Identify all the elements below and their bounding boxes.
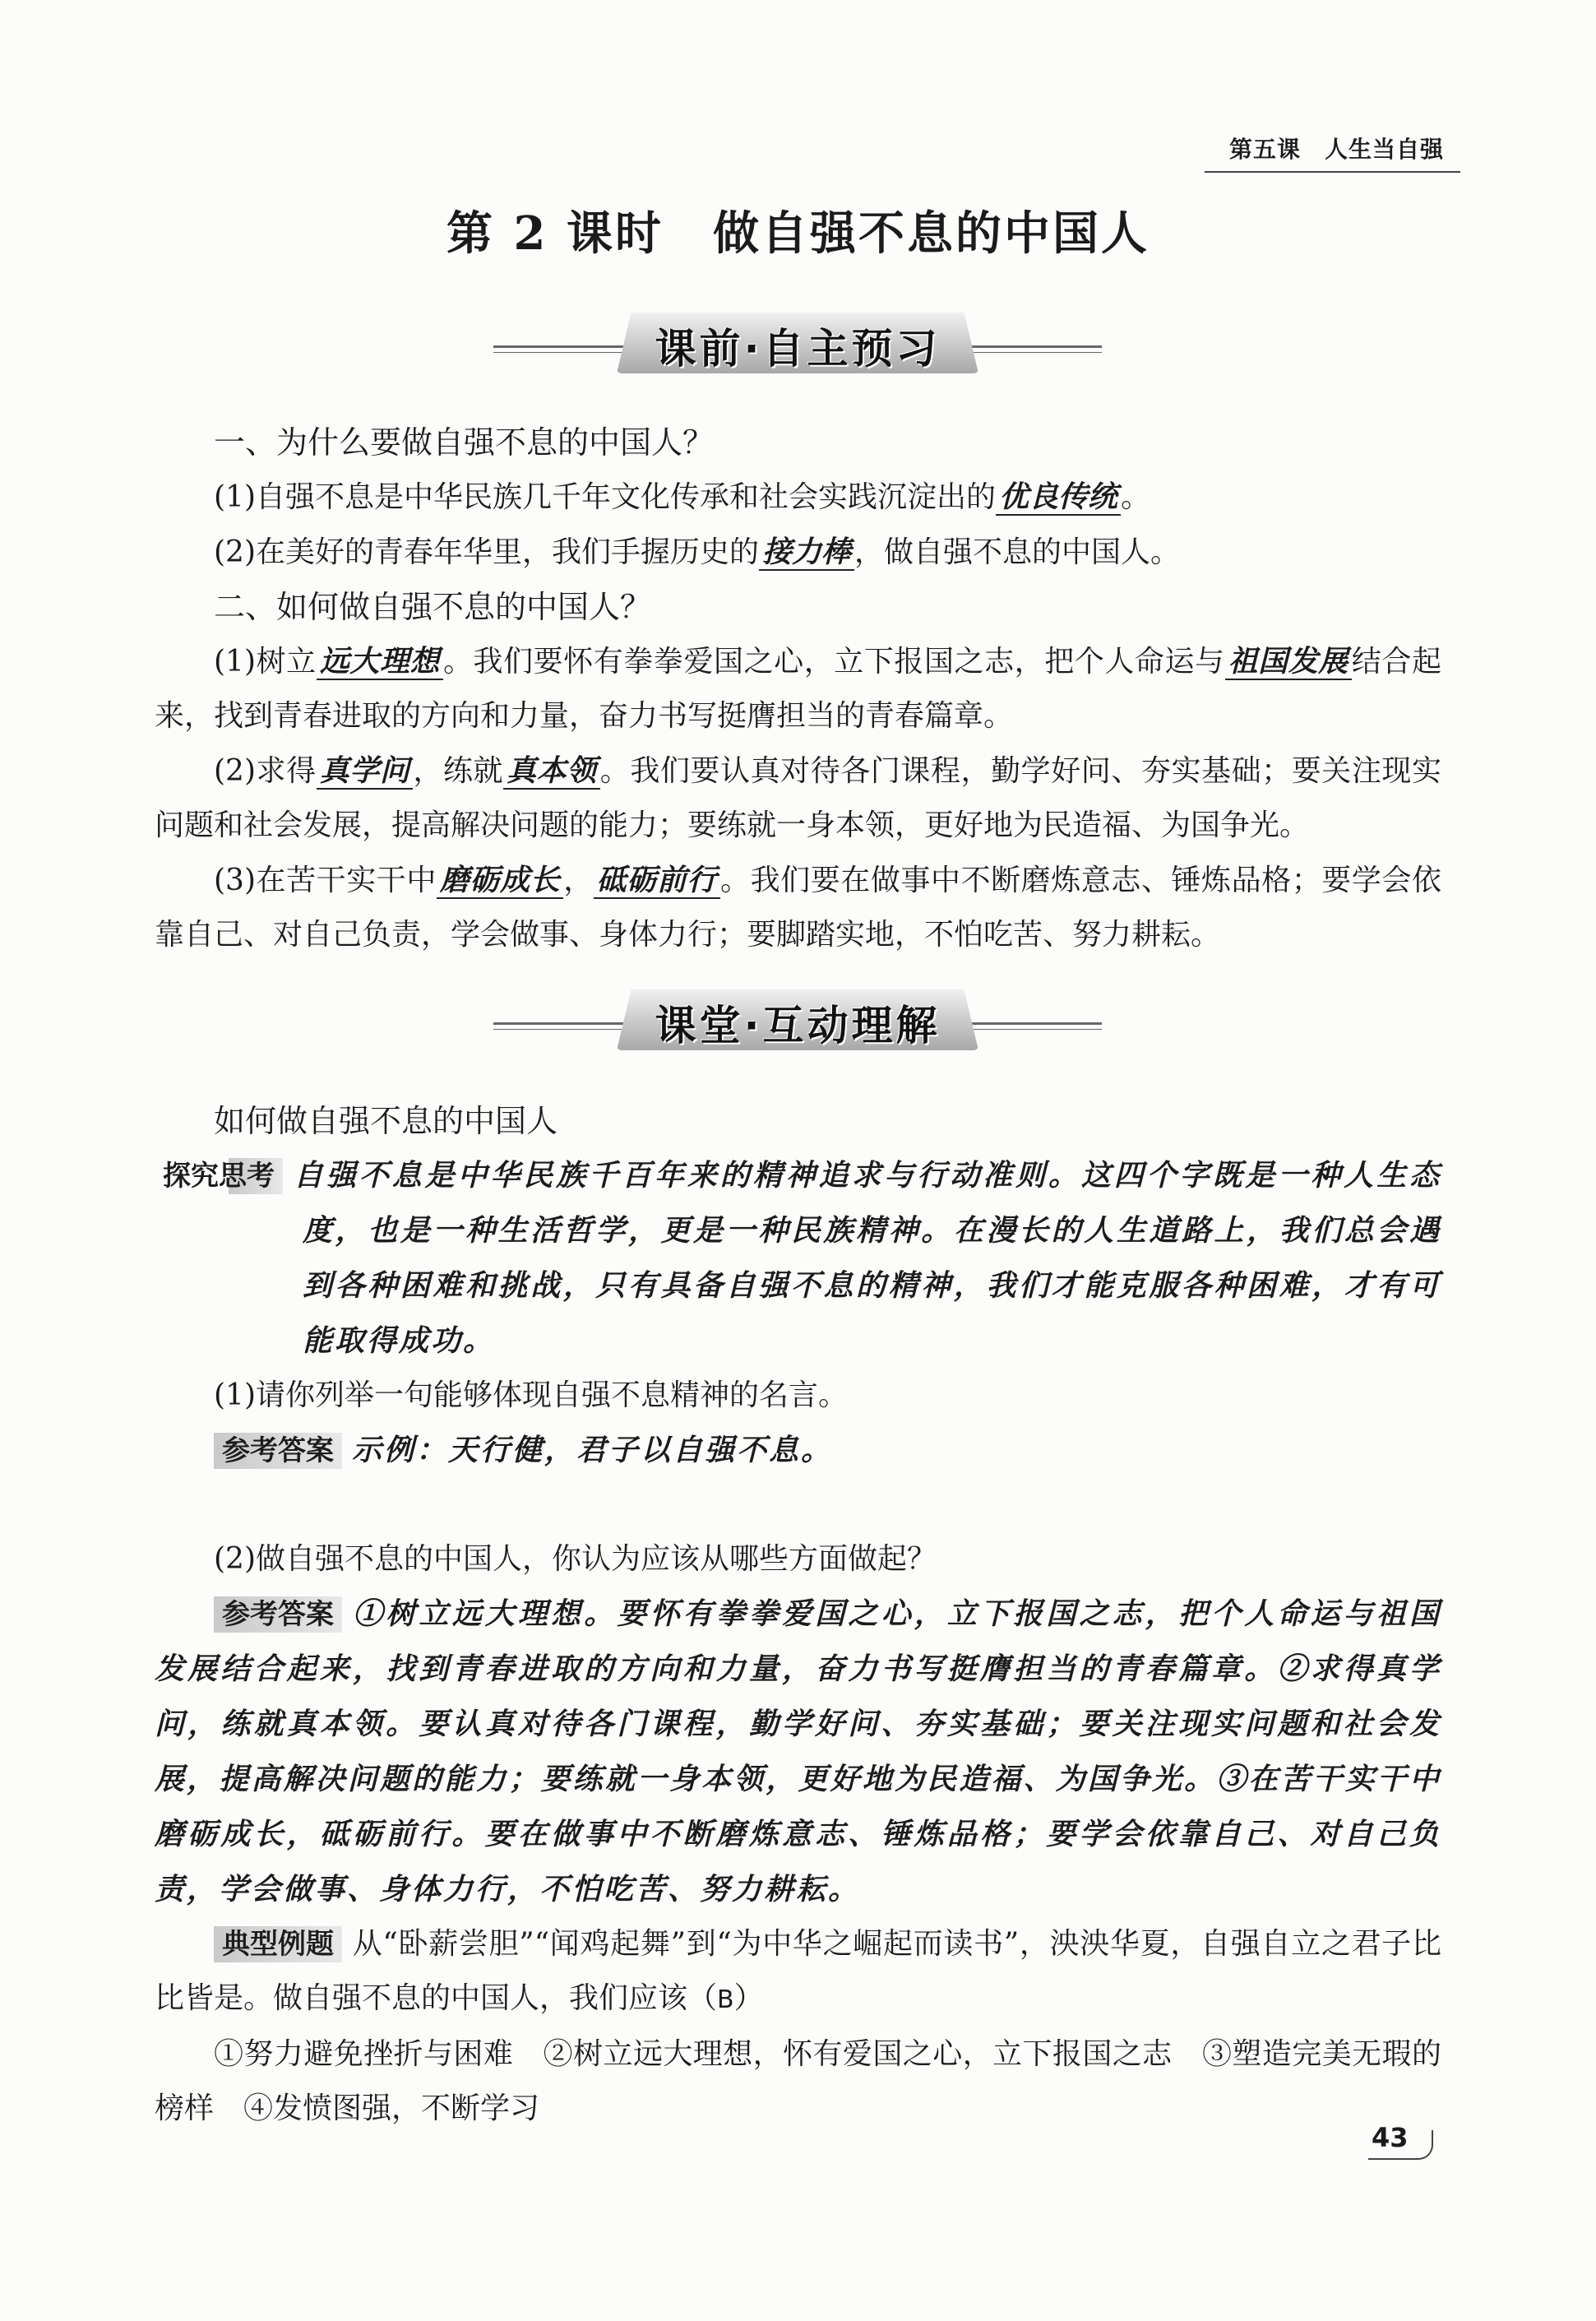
fill-blank: 远大理想 <box>317 644 443 680</box>
page-title <box>0 197 1596 263</box>
lesson-title: 做自强不息的中国人 <box>712 206 1150 261</box>
answer-1 <box>155 1423 1441 1478</box>
classroom-section <box>155 1094 1441 2136</box>
q2-heading: 二、如何做自强不息的中国人？ <box>214 589 652 625</box>
running-head <box>1229 132 1444 164</box>
answer-1-text: 示例：天行健，君子以自强不息。 <box>352 1433 834 1467</box>
example-tag: 典型例题 <box>214 1926 342 1962</box>
preview-banner-label: 课前·自主预习 <box>655 325 941 373</box>
running-head-title: 第五课 人生当自强 <box>1228 136 1444 163</box>
lesson-number: 第 2 课时 <box>446 206 664 261</box>
preview-banner <box>493 306 1102 388</box>
fill-blank: 砥砺前行 <box>594 863 720 899</box>
running-head-rule <box>1205 171 1460 173</box>
q2-item-3: (3)在苦干实干中 磨砺成长 ， 砥砺前行 。我们要在做事中不断磨炼意志、锤炼品格；要学会依靠自己、对自己负责，学会做事、身体力行；要脚踏实地，不怕吃苦、努力耕耘。 <box>155 863 1441 952</box>
fill-blank: 真本领 <box>503 753 600 790</box>
classroom-banner <box>493 983 1102 1065</box>
page-number-bracket <box>1368 2130 1433 2160</box>
q1-heading: 一、为什么要做自强不息的中国人？ <box>214 424 715 461</box>
q1-item-1: (1)自强不息是中华民族几千年文化传承和社会实践沉淀出的 优良传统 。 <box>214 479 1151 514</box>
example-answer: B <box>717 1985 734 2014</box>
answer-2 <box>155 1587 1441 1917</box>
answer-tag: 参考答案 <box>214 1433 342 1469</box>
explore-tag: 探究思考 <box>229 1158 283 1194</box>
example-options: ①努力避免挫折与困难 ②树立远大理想，怀有爱国之心，立下报国之志 ③塑造完美无瑕的榜样 ④发愤图强，不断学习 <box>155 2037 1441 2125</box>
topic-heading: 如何做自强不息的中国人 <box>214 1103 558 1139</box>
example-text: 从“卧薪尝胆”“闻鸡起舞”到“为中华之崛起而读书”，泱泱华夏，自强自立之君子比比皆是。做自强不息的中国人，我们应该（ <box>155 1927 1441 2015</box>
preview-section <box>155 415 1441 962</box>
explore-block <box>163 1148 1441 1369</box>
answer-tag: 参考答案 <box>214 1596 342 1633</box>
q1-item-2: (2)在美好的青春年华里，我们手握历史的 接力棒 ，做自强不息的中国人。 <box>214 535 1181 569</box>
classroom-banner-label: 课堂·互动理解 <box>655 1002 941 1049</box>
page-number: 43 <box>1372 2122 1409 2153</box>
question-1: (1)请你列举一句能够体现自强不息精神的名言。 <box>214 1378 848 1412</box>
fill-blank: 祖国发展 <box>1225 644 1352 680</box>
example-block: 典型例题 从“卧薪尝胆”“闻鸡起舞”到“为中华之崛起而读书”，泱泱华夏，自强自立之君子比比皆是。做自强不息的中国人，我们应该（B） <box>155 1927 1441 2015</box>
answer-2-text: ①树立远大理想。要怀有拳拳爱国之心，立下报国之志，把个人命运与祖国发展结合起来，找到青春进取的方向和力量，奋力书写挺膺担当的青春篇章。②求得真学问，练就真本领。要认真对待各门课程，勤学好问、夯实基础；要关注现实问题和社会发展，提高解决问题的能力；要练就一身本领，更好地为民造福、为国争光。③在苦干实干中磨砺成长，砥砺前行。要在做事中不断磨炼意志、锤炼品格；要学会依靠自己、对自己负责，学会做事、身体力行，不怕吃苦、努力耕耘。 <box>155 1596 1441 1906</box>
fill-blank: 优良传统 <box>996 479 1121 516</box>
explore-text: 自强不息是中华民族千百年来的精神追求与行动准则。这四个字既是一种人生态度，也是一种生活哲学，更是一种民族精神。在漫长的人生道路上，我们总会遇到各种困难和挑战，只有具备自强不息的精神，我们才能克服各种困难，才有可能取得成功。 <box>293 1158 1441 1358</box>
fill-blank: 接力棒 <box>759 535 854 571</box>
fill-blank: 真学问 <box>317 753 414 790</box>
fill-blank: 磨砺成长 <box>437 863 563 899</box>
question-2: (2)做自强不息的中国人，你认为应该从哪些方面做起？ <box>214 1542 937 1576</box>
q2-item-2: (2)求得 真学问 ，练就 真本领 。我们要认真对待各门课程，勤学好问、夯实基础；要关注现实问题和社会发展，提高解决问题的能力；要练就一身本领，更好地为民造福、为国争光。 <box>155 753 1441 842</box>
q2-item-1: (1)树立 远大理想 。我们要怀有拳拳爱国之心，立下报国之志，把个人命运与 祖国发展 结合起来，找到青春进取的方向和力量，奋力书写挺膺担当的青春篇章。 <box>155 644 1441 733</box>
